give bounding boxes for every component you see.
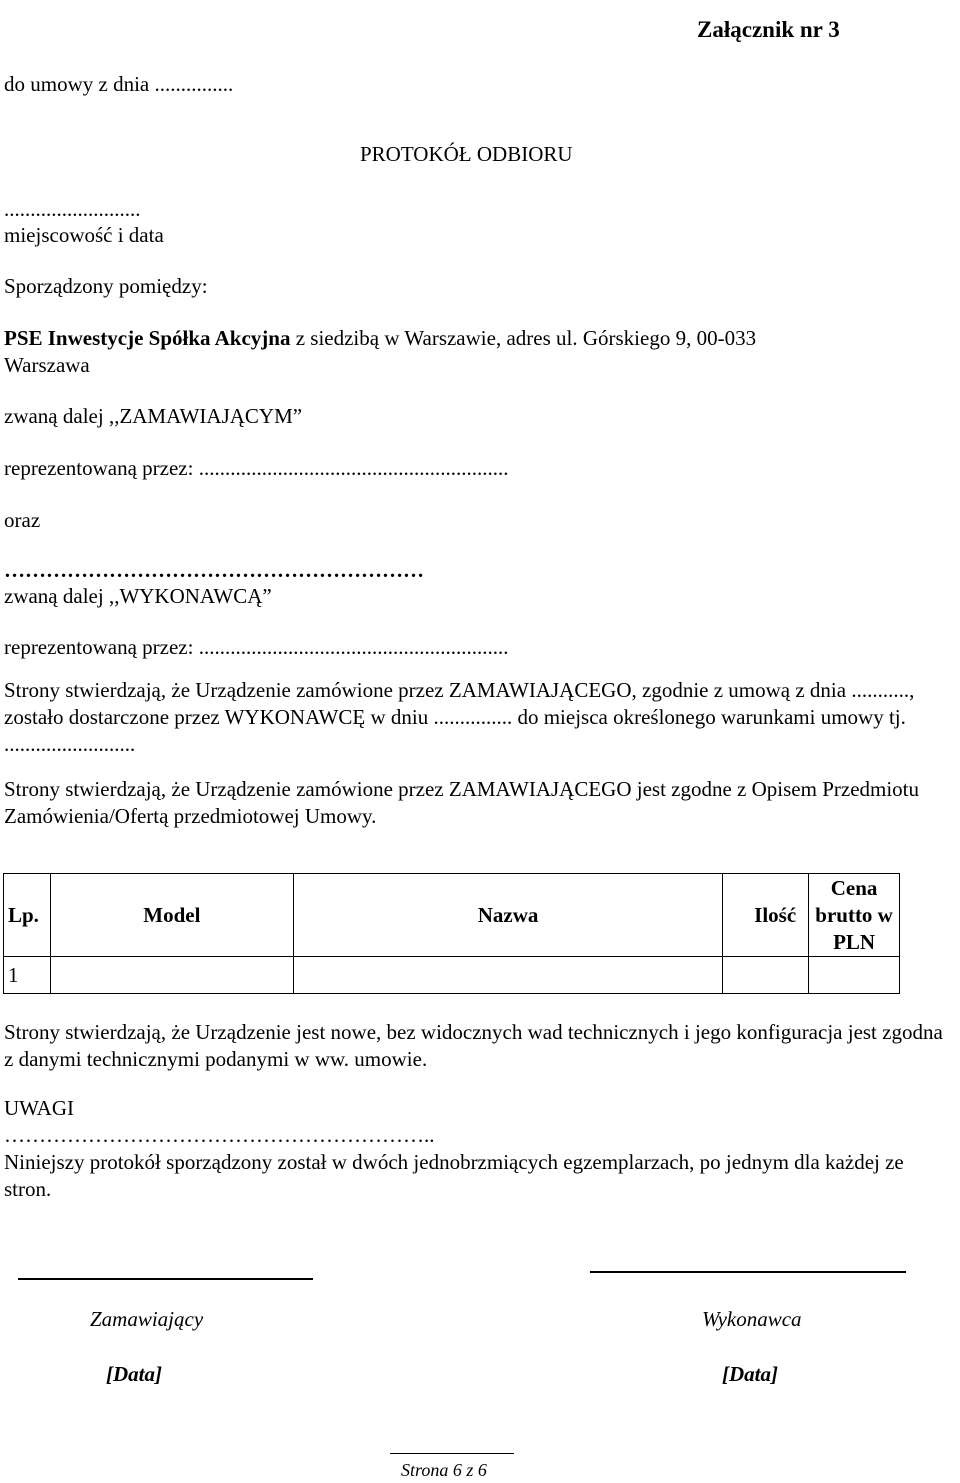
contractor-dots: …………………………………………………… xyxy=(4,558,424,582)
ordering-party-called: zwaną dalej ,,ZAMAWIAJĄCYM” xyxy=(4,404,303,428)
cell-cena xyxy=(809,957,900,994)
page-number: Strona 6 z 6 xyxy=(401,1460,487,1480)
paragraph-delivery: Strony stwierdzają, że Urządzenie zamówione przez ZAMAWIAJĄCEGO, zgodnie z umową z dnia ..........., zostało dostarczone przez WYKONAWCĘ w dniu ............... do miejsca określonego warunkami umowy tj. ......................... xyxy=(4,678,915,756)
header-nazwa: Nazwa xyxy=(293,874,723,957)
signature-label-contractor: Wykonawca xyxy=(702,1307,802,1331)
header-lp: Lp. xyxy=(4,874,51,957)
cell-lp: 1 xyxy=(4,957,51,994)
contractor-represented: reprezentowaną przez: ........................................................... xyxy=(4,635,509,659)
place-date-dots: .......................... xyxy=(4,197,141,221)
paragraph-copies: Niniejszy protokół sporządzony został w dwóch jednobrzmiących egzemplarzach, po jednym dla każdej ze stron. xyxy=(4,1150,904,1201)
footer-rule xyxy=(390,1453,514,1454)
ordering-party-address: z siedzibą w Warszawie, adres ul. Górskiego 9, 00-033 xyxy=(290,326,757,350)
signature-label-ordering: Zamawiający xyxy=(90,1307,204,1331)
remarks-dots: …………………………………………………….. xyxy=(4,1123,435,1147)
annex-number: Załącznik nr 3 xyxy=(697,17,840,42)
table-header-row xyxy=(4,874,900,957)
signature-line-right xyxy=(590,1271,906,1273)
cell-model xyxy=(50,957,293,994)
cell-ilosc xyxy=(723,957,809,994)
prepared-between: Sporządzony pomiędzy: xyxy=(4,274,208,298)
document-title: PROTOKÓŁ ODBIORU xyxy=(360,142,573,166)
signature-date-ordering: [Data] xyxy=(106,1362,162,1386)
signature-line-left xyxy=(18,1278,313,1280)
signature-date-contractor: [Data] xyxy=(722,1362,778,1386)
ordering-party-represented: reprezentowaną przez: ........................................................... xyxy=(4,456,509,480)
paragraph-conformity: Strony stwierdzają, że Urządzenie zamówione przez ZAMAWIAJĄCEGO jest zgodne z Opisem Przedmiotu Zamówienia/Ofertą przedmiotowej Umowy. xyxy=(4,777,920,828)
paragraph-condition: Strony stwierdzają, że Urządzenie jest nowe, bez widocznych wad technicznych i jego konfiguracja jest zgodna z danymi technicznymi podanymi w ww. umowie. xyxy=(4,1020,943,1071)
header-model: Model xyxy=(50,874,293,957)
and-label: oraz xyxy=(4,508,41,532)
items-table xyxy=(3,873,900,994)
contract-reference: do umowy z dnia ............... xyxy=(4,72,234,96)
header-ilosc: Ilość xyxy=(723,874,809,957)
cell-nazwa xyxy=(293,957,723,994)
table-row xyxy=(4,957,900,994)
ordering-party-line xyxy=(4,325,756,351)
ordering-party-city: Warszawa xyxy=(4,353,90,377)
ordering-party-name: PSE Inwestycje Spółka Akcyjna xyxy=(4,326,291,350)
contractor-called: zwaną dalej ,,WYKONAWCĄ” xyxy=(4,584,272,608)
header-cena: Cena brutto w PLN xyxy=(809,874,900,957)
place-date-label: miejscowość i data xyxy=(4,223,164,247)
remarks-label: UWAGI xyxy=(4,1096,74,1120)
